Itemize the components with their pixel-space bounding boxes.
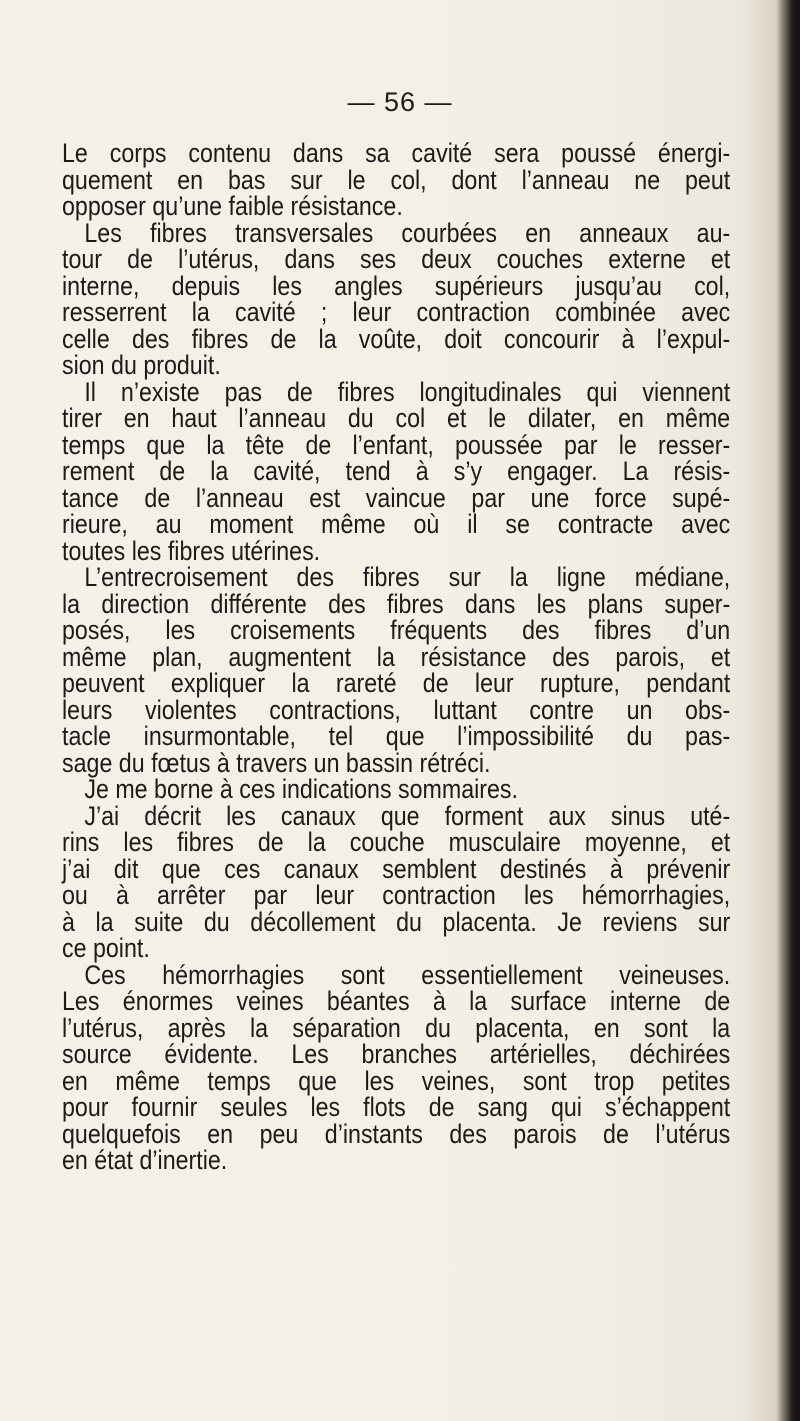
- text-line: rieure, au moment même où il se contracte avec: [62, 509, 731, 539]
- text-line: rins les fibres de la couche musculaire moyenne, et: [62, 827, 731, 857]
- text-line: opposer qu’une faible résistance.: [62, 191, 403, 221]
- text-line: quement en bas sur le col, dont l’anneau ne peut: [62, 164, 731, 195]
- text-line: sage du fœtus à travers un bassin rétréci.: [62, 747, 491, 778]
- text-line: en état d’inertie.: [62, 1145, 228, 1175]
- text-line: quelquefois en peu d’instants des parois de l’utérus: [62, 1118, 731, 1149]
- text-line: rement de la cavité, tend à s’y engager. La résis-: [62, 456, 731, 486]
- text-line: posés, les croisements fréquents des fibres d’un: [62, 615, 731, 645]
- text-line: interne, depuis les angles supérieurs jusqu’au col,: [62, 270, 731, 301]
- page-binding-edge: [778, 0, 800, 1421]
- text-line: peuvent expliquer la rareté de leur rupture, pendant: [62, 668, 731, 698]
- text-line: leurs violentes contractions, luttant contre un obs-: [62, 694, 731, 725]
- text-line: en même temps que les veines, sont trop petites: [62, 1065, 731, 1096]
- text-line: j’ai dit que ces canaux semblent destinés à prévenir: [62, 853, 731, 884]
- body-text: [62, 140, 730, 1174]
- text-line: J’ai décrit les canaux que forment aux sinus uté-: [84, 800, 731, 831]
- text-line: resserrent la cavité ; leur contraction combinée avec: [62, 297, 731, 327]
- text-line: la direction différente des fibres dans les plans super-: [62, 588, 731, 619]
- page-number: — 56 —: [347, 87, 453, 117]
- text-line: ou à arrêter par leur contraction les hémorrhagies,: [62, 880, 731, 910]
- text-line: temps que la tête de l’enfant, poussée par le resser-: [62, 429, 731, 460]
- text-line: toutes les fibres utérines.: [62, 535, 321, 566]
- text-line: Ces hémorrhagies sont essentiellement veineuses.: [84, 959, 731, 990]
- text-line: sion du produit.: [62, 350, 221, 380]
- text-line: tacle insurmontable, tel que l’impossibilité du pas-: [62, 721, 731, 751]
- text-line: Les énormes veines béantes à la surface interne de: [62, 986, 731, 1016]
- text-line: ce point.: [62, 933, 150, 963]
- text-line: pour fournir seules les flots de sang qui s’échappent: [62, 1092, 731, 1122]
- text-line: à la suite du décollement du placenta. Je reviens sur: [62, 906, 731, 937]
- text-line: l’utérus, après la séparation du placenta, en sont la: [62, 1012, 731, 1043]
- text-line: tance de l’anneau est vaincue par une force supé-: [62, 482, 731, 513]
- text-line: Le corps contenu dans sa cavité sera poussé énergi-: [62, 138, 731, 168]
- text-line: Il n’existe pas de fibres longitudinales qui viennent: [84, 376, 731, 407]
- text-line: Je me borne à ces indications sommaires.: [84, 774, 519, 804]
- text-line: celle des fibres de la voûte, doit concourir à l’expul-: [62, 323, 731, 354]
- text-line: tirer en haut l’anneau du col et le dilater, en même: [62, 403, 731, 433]
- text-line: tour de l’utérus, dans ses deux couches externe et: [62, 244, 731, 274]
- text-line: source évidente. Les branches artérielles, déchirées: [62, 1039, 731, 1069]
- text-line: même plan, augmentent la résistance des parois, et: [62, 641, 731, 672]
- text-line: L’entrecroisement des fibres sur la ligne médiane,: [84, 562, 731, 592]
- text-line: Les fibres transversales courbées en anneaux au-: [84, 217, 731, 248]
